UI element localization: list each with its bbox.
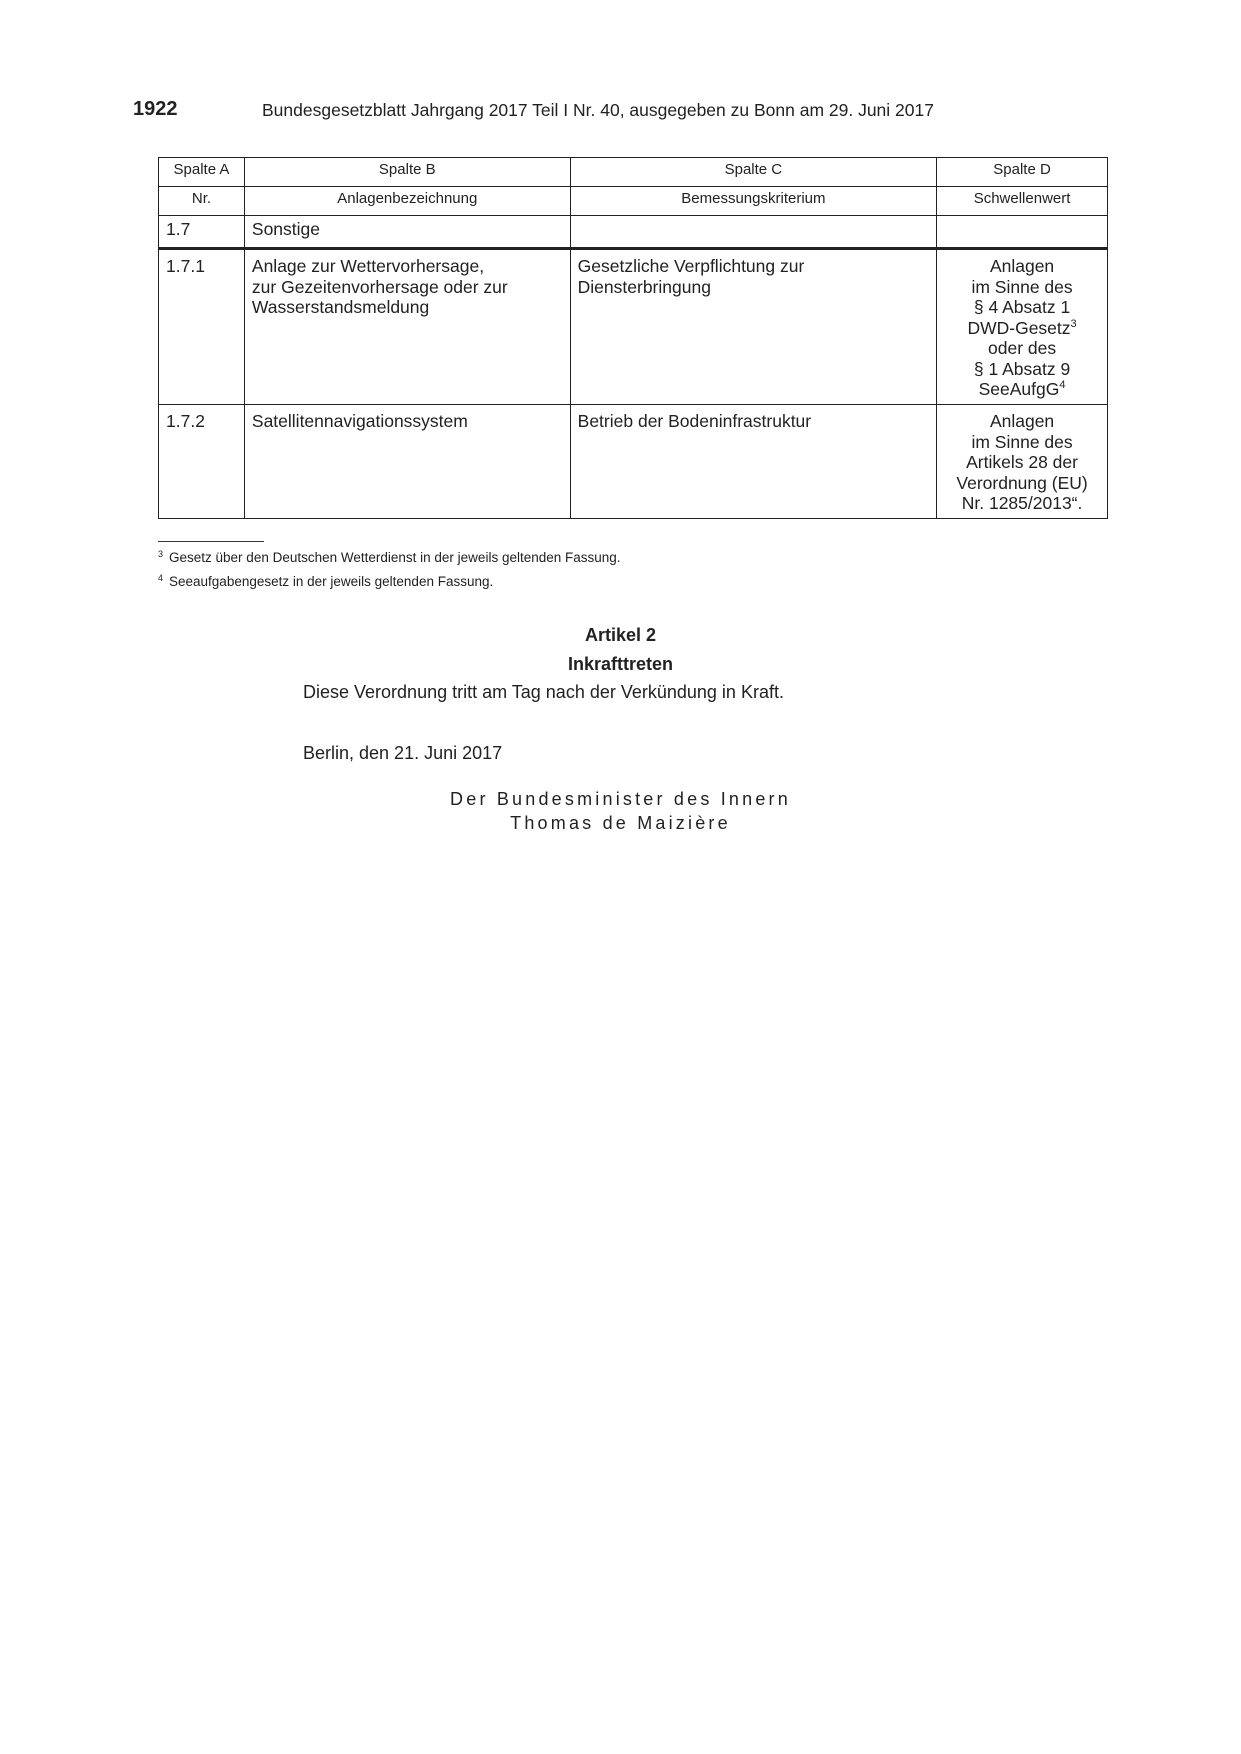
article-number: Artikel 2 (584, 625, 657, 645)
row-bezeichnung: Sonstige (244, 216, 570, 249)
footnote-marker: 3 (158, 549, 164, 559)
text-line: Wasserstandsmeldung (251, 297, 430, 317)
footnote-ref: 4 (1059, 379, 1066, 392)
footnote (158, 546, 621, 570)
column-label-d: Spalte D (937, 158, 1108, 187)
row-nr: 1.7 (159, 216, 245, 249)
column-heading-anlagenbezeichnung: Anlagenbezeichnung (244, 187, 570, 216)
text-line: im Sinne des (971, 431, 1073, 452)
footnotes (158, 546, 621, 594)
text-line: Anlagen (989, 256, 1055, 276)
anlagen-table (158, 157, 1108, 519)
row-kriterium (570, 216, 936, 249)
column-heading-bemessungskriterium: Bemessungskriterium (570, 187, 936, 216)
row-schwellenwert (937, 216, 1108, 249)
footnote-text: Gesetz über den Deutschen Wetterdienst in der jeweils geltenden Fassung. (169, 550, 621, 565)
article-title: Inkrafttreten (567, 654, 674, 674)
column-heading-row (159, 187, 1108, 216)
footnote (158, 570, 621, 594)
text-line: zur Gezeitenvorhersage oder zur (251, 276, 508, 297)
row-schwellenwert (937, 405, 1108, 519)
text-line: § 1 Absatz 9 (973, 358, 1071, 379)
row-kriterium: Betrieb der Bodeninfrastruktur (570, 405, 936, 519)
row-nr: 1.7.1 (159, 249, 245, 405)
column-heading-schwellenwert: Schwellenwert (937, 187, 1108, 216)
page-number: 1922 (133, 98, 178, 120)
column-label-row (159, 158, 1108, 187)
page-header (133, 98, 1113, 128)
text-line: Verordnung (EU) (956, 472, 1088, 493)
footnote-divider (158, 541, 264, 542)
table-row (159, 405, 1108, 519)
signatory-role: Der Bundesminister des Innern (450, 789, 791, 809)
text-line: § 4 Absatz 1 (973, 297, 1071, 317)
column-label-a: Spalte A (159, 158, 245, 187)
text-line: Artikels 28 der (966, 452, 1078, 472)
article-text: Diese Verordnung tritt am Tag nach der Verkündung in Kraft. (303, 682, 784, 702)
line-text: DWD-Gesetz (967, 317, 1071, 338)
text-line (944, 379, 1100, 400)
line-text: SeeAufgG (978, 379, 1060, 399)
table-row (159, 249, 1108, 405)
column-label-b: Spalte B (244, 158, 570, 187)
text-line: oder des (988, 338, 1057, 358)
column-label-c: Spalte C (570, 158, 936, 187)
footnote-text: Seeaufgabengesetz in der jeweils geltenden Fassung. (169, 574, 494, 589)
place-date: Berlin, den 21. Juni 2017 (303, 743, 503, 763)
signatory-name: Thomas de Maizière (510, 813, 731, 833)
text-line: Anlagen (989, 411, 1055, 431)
text-line: Nr. 1285/2013“. (961, 493, 1083, 513)
footnote-marker: 4 (158, 573, 164, 583)
text-line: Anlage zur Wettervorhersage, (251, 256, 485, 276)
row-schwellenwert (937, 249, 1108, 405)
row-nr: 1.7.2 (159, 405, 245, 519)
running-title: Bundesgesetzblatt Jahrgang 2017 Teil I Nr. 40, ausgegeben zu Bonn am 29. Juni 2017 (262, 100, 934, 120)
text-line (944, 318, 1100, 339)
footnote-ref: 3 (1070, 317, 1077, 330)
column-heading-nr: Nr. (159, 187, 245, 216)
row-bezeichnung: Satellitennavigationssystem (244, 405, 570, 519)
row-bezeichnung (244, 249, 570, 405)
table-row (159, 216, 1108, 249)
text-line: Gesetzliche Verpflichtung zur (577, 256, 805, 276)
text-line: im Sinne des (971, 276, 1073, 297)
text-line: Diensterbringung (577, 276, 711, 297)
row-kriterium (570, 249, 936, 405)
